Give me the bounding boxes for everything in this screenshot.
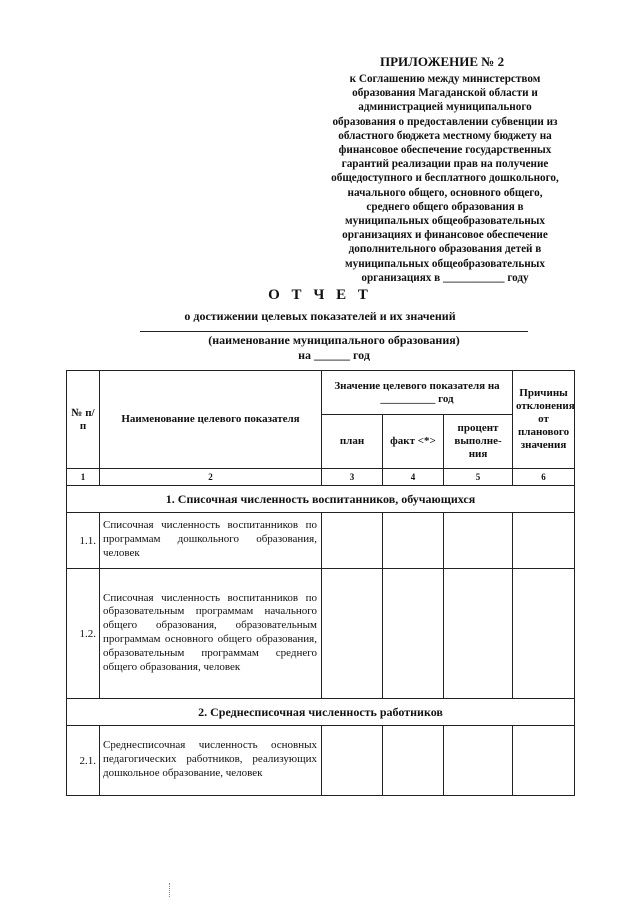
appendix-note-line: администрацией муниципального — [358, 101, 532, 114]
percent-cell[interactable] — [444, 569, 513, 699]
column-number: 4 — [383, 469, 444, 486]
indicator-name: Списочная численность воспитанников по программам дошкольного образования, человек — [100, 513, 322, 569]
section-title: 2. Среднесписочная численность работников — [67, 699, 575, 726]
appendix-note-line: финансовое обеспечение государственных — [338, 144, 552, 157]
appendix-note-line: образования о предоставлении субвенции из — [332, 115, 558, 128]
header-value-group: Значение целевого показателя на __________ год — [322, 371, 513, 415]
municipality-label: (наименование муниципального образования) — [208, 333, 460, 347]
appendix-note-line: общедоступного и бесплатного дошкольного, — [331, 172, 559, 185]
row-number: 1.2. — [67, 569, 100, 699]
percent-cell[interactable] — [444, 513, 513, 569]
appendix-note-line: областного бюджета местному бюджету на — [338, 129, 552, 142]
appendix-note-line: муниципальных общеобразовательных — [344, 257, 546, 270]
plan-cell[interactable] — [322, 726, 383, 796]
column-number: 2 — [100, 469, 322, 486]
section-title: 1. Списочная численность воспитанников, обучающихся — [67, 486, 575, 513]
percent-cell[interactable] — [444, 726, 513, 796]
column-number: 5 — [444, 469, 513, 486]
appendix-note-line: начального общего, основного общего, — [347, 186, 543, 199]
appendix-note-line: муниципальных общеобразовательных — [344, 215, 546, 228]
report-table — [66, 370, 575, 796]
indicator-name: Списочная численность воспитанников по образовательным программам начального общего образования, образовательным программам основного общего образования, образовательным программам среднего общего образования, человек — [100, 569, 322, 699]
appendix-note — [310, 72, 580, 285]
appendix-title: ПРИЛОЖЕНИЕ № 2 — [380, 54, 505, 69]
reasons-cell[interactable] — [513, 513, 575, 569]
appendix-note-line: к Соглашению между министерством — [349, 73, 541, 85]
report-title: О Т Ч Е Т — [268, 287, 372, 303]
header-indicator-name: Наименование целевого показателя — [100, 371, 322, 469]
appendix-note-line: гарантий реализации прав на получение — [341, 158, 549, 171]
column-number: 3 — [322, 469, 383, 486]
header-number: № п/п — [67, 371, 100, 469]
appendix-note-line: организациях в ___________ году — [361, 271, 529, 284]
indicator-name: Среднесписочная численность основных педагогических работников, реализующих дошкольное образование, человек — [100, 726, 322, 796]
row-number: 2.1. — [67, 726, 100, 796]
report-year-line: на ______ год — [298, 348, 370, 362]
header-plan: план — [322, 415, 383, 469]
header-fact: факт <*> — [383, 415, 444, 469]
column-number: 1 — [67, 469, 100, 486]
fact-cell[interactable] — [383, 726, 444, 796]
reasons-cell[interactable] — [513, 726, 575, 796]
appendix-note-line: образования Магаданской области и — [352, 87, 538, 100]
fact-cell[interactable] — [383, 513, 444, 569]
plan-cell[interactable] — [322, 513, 383, 569]
plan-cell[interactable] — [322, 569, 383, 699]
header-reasons: Причины отклонения от планового значения — [513, 371, 575, 469]
appendix-note-line: среднего общего образования в — [366, 200, 524, 213]
report-subtitle: о достижении целевых показателей и их значений — [184, 309, 456, 323]
reasons-cell[interactable] — [513, 569, 575, 699]
header-percent: процент выполне-ния — [444, 415, 513, 469]
page-edge-mark — [169, 883, 170, 897]
column-number: 6 — [513, 469, 575, 486]
appendix-note-line: организациях и финансовое обеспечение — [342, 229, 548, 242]
appendix-note-line: дополнительного образования детей в — [348, 243, 542, 256]
row-number: 1.1. — [67, 513, 100, 569]
municipality-fill-line — [140, 331, 528, 332]
fact-cell[interactable] — [383, 569, 444, 699]
